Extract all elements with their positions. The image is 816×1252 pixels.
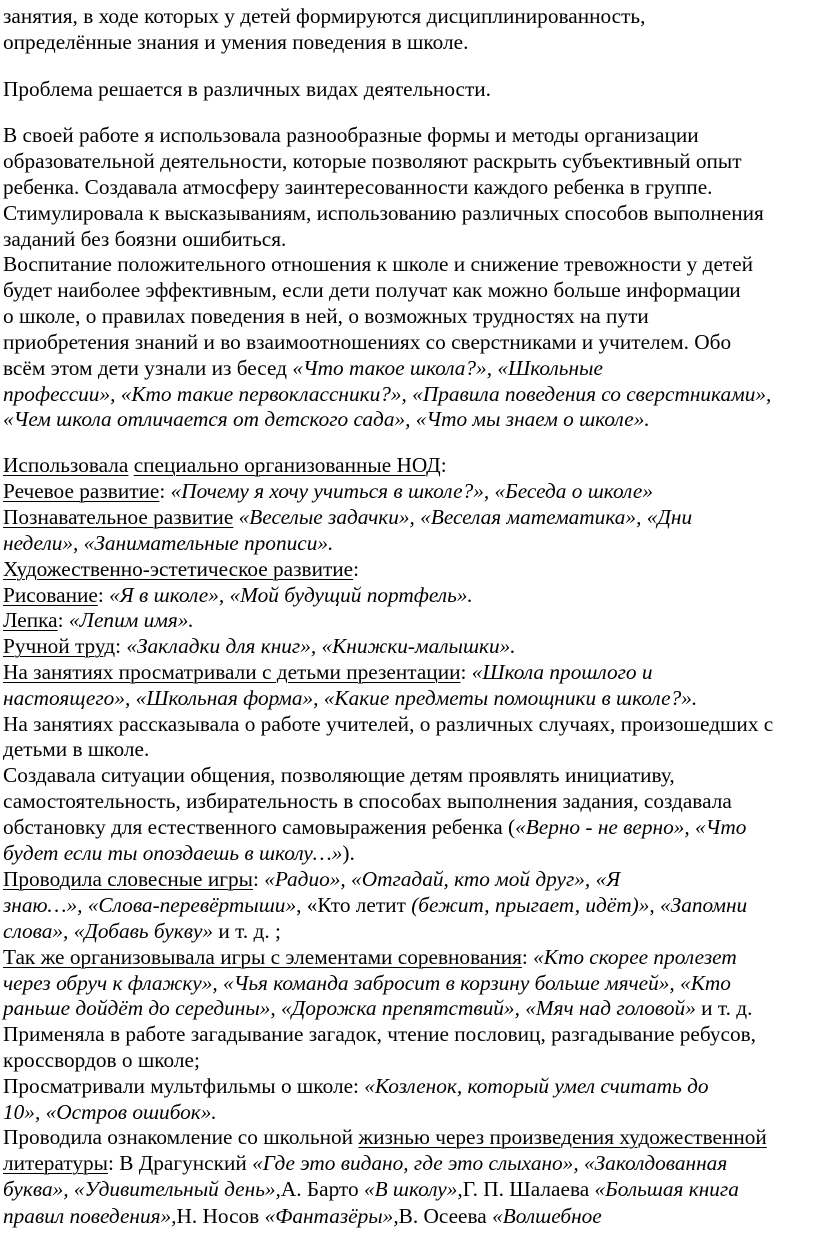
underlined-text: Речевое развитие [3, 479, 160, 503]
text-run: Просматривали мультфильмы о школе: [3, 1074, 365, 1098]
text-run: : [115, 634, 127, 658]
text-line [3, 174, 712, 201]
text-run: кроссвордов о школе; [3, 1048, 200, 1072]
text-line [3, 944, 737, 971]
text-line [3, 685, 697, 712]
text-line [3, 1047, 200, 1074]
text-line [3, 556, 359, 583]
italic-text: (бежит, прыгает, идёт)» [411, 893, 650, 917]
text-line [3, 29, 468, 56]
text-run: , «Кто летит [296, 893, 412, 917]
italic-text: «Волшебное [492, 1204, 602, 1228]
text-line [3, 329, 731, 356]
italic-text: настоящего», «Школьная форма», «Какие предметы помощники в школе?». [3, 686, 698, 710]
text-line [3, 814, 746, 841]
text-line [3, 76, 491, 103]
text-line [3, 711, 773, 738]
italic-text: профессии», «Кто такие первоклассники?», «Правила поведения со сверстниками», [3, 382, 772, 406]
text-line [3, 3, 645, 30]
italic-text: «Почему я хочу учиться в школе?», «Беседа о школе» [170, 479, 653, 503]
italic-text: «В школу», [363, 1177, 463, 1201]
text-run: На занятиях рассказывала о работе учителей, о различных случаях, произошедших с [3, 712, 774, 736]
underlined-text: Художественно-эстетическое развитие [3, 557, 354, 581]
text-line [3, 840, 355, 867]
text-line [3, 251, 753, 278]
text-line [3, 1021, 756, 1048]
text-line [3, 788, 732, 815]
text-run: всём этом дети узнали из бесед [3, 356, 293, 380]
text-line [3, 918, 281, 945]
italic-text: буква», «Удивительный день», [3, 1177, 281, 1201]
text-run: : В Драгунский [107, 1151, 253, 1175]
italic-text: «Я в школе», «Мой будущий портфель». [109, 583, 473, 607]
italic-text: «Большая книга [594, 1177, 739, 1201]
text-run: самостоятельность, избирательность в способах выполнения задания, создавала [3, 789, 732, 813]
text-run: и т. д. ; [213, 919, 281, 943]
text-run: обстановку для естественного самовыражения ребенка ( [3, 815, 516, 839]
italic-text: недели», «Занимательные прописи». [3, 531, 334, 555]
text-run: о школе, о правилах поведения в ней, о возможных трудностях на пути [3, 304, 649, 328]
text-run: Н. Носов [176, 1204, 265, 1228]
text-run: : [252, 867, 265, 891]
text-run: В своей работе я использовала разнообразные формы и методы организации [3, 123, 699, 147]
text-line [3, 1176, 739, 1203]
italic-text: «Лепим имя». [68, 608, 194, 632]
text-line [3, 607, 194, 634]
italic-text: 10», «Остров ошибок». [3, 1100, 217, 1124]
underlined-text: жизнью через произведения художественной [358, 1125, 767, 1149]
italic-text: «Что такое школа?», «Школьные [292, 356, 603, 380]
underlined-text: Познавательное развитие [3, 505, 234, 529]
text-line [3, 1203, 602, 1230]
text-line [3, 148, 742, 175]
italic-text: раньше дойдёт до середины», «Дорожка препятствий», «Мяч над головой» [3, 996, 696, 1020]
italic-text: «Кто скорее пролезет [533, 945, 737, 969]
text-run: занятия, в ходе которых у детей формируются дисциплинированность, [3, 4, 646, 28]
text-run: ). [342, 841, 355, 865]
italic-text: «Верно - не верно», «Что [515, 815, 747, 839]
text-line [3, 406, 650, 433]
text-line [3, 762, 675, 789]
italic-text: правил поведения», [3, 1204, 177, 1228]
italic-text: знаю…», «Слова-перевёртыши» [3, 893, 297, 917]
text-run: Воспитание положительного отношения к школе и снижение тревожности у детей [3, 252, 754, 276]
text-run: детьми в школе. [3, 737, 150, 761]
italic-text: через обруч к флажку», «Чья команда забросит в корзину больше мячей», «Кто [3, 971, 731, 995]
text-run: , [649, 893, 661, 917]
text-line [3, 381, 771, 408]
underlined-text: На занятиях просматривали с детьми презентации [3, 660, 461, 684]
text-run: Применяла в работе загадывание загадок, чтение пословиц, разгадывание ребусов, [3, 1022, 756, 1046]
text-run: образовательной деятельности, которые позволяют раскрыть субъективный опыт [3, 149, 742, 173]
text-run: : [57, 608, 69, 632]
text-run: : [521, 945, 534, 969]
text-run: Стимулировала к высказываниям, использованию различных способов выполнения [3, 201, 764, 225]
italic-text: «Чем школа отличается от детского сада», «Что мы знаем о школе». [3, 407, 650, 431]
underlined-text: Проводила словесные игры [3, 867, 253, 891]
text-run: Проблема решается в различных видах деятельности. [3, 77, 491, 101]
italic-text: «Радио», «Отгадай, кто мой друг», «Я [264, 867, 621, 891]
text-line [3, 452, 447, 479]
text-run: В. Осеева [398, 1204, 493, 1228]
text-run: : [97, 583, 110, 607]
text-run: Создавала ситуации общения, позволяющие детям проявлять инициативу, [3, 763, 675, 787]
underlined-text: Ручной труд [3, 634, 116, 658]
italic-text: «Закладки для книг», «Книжки-малышки». [126, 634, 516, 658]
text-line [3, 226, 286, 253]
text-line [3, 633, 516, 660]
italic-text: слова», «Добавь букву» [3, 919, 214, 943]
text-line [3, 303, 649, 330]
italic-text: «Фантазёры», [264, 1204, 399, 1228]
text-line [3, 355, 603, 382]
underlined-text: Так же организовывала игры с элементами соревнования [3, 945, 522, 969]
text-line [3, 582, 473, 609]
underlined-text: Использовала [3, 453, 129, 477]
text-line [3, 122, 699, 149]
text-line [3, 277, 741, 304]
italic-text: «Где это видано, где это слыхано», «Заколдованная [252, 1151, 728, 1175]
text-line [3, 1150, 727, 1177]
text-line [3, 995, 752, 1022]
text-line [3, 530, 333, 557]
text-line [3, 1124, 767, 1151]
text-run: приобретения знаний и во взаимоотношениях со сверстниками и учителем. Обо [3, 330, 732, 354]
text-run: : [460, 660, 472, 684]
text-run: определённые знания и умения поведения в школе. [3, 30, 469, 54]
text-line [3, 892, 747, 919]
text-run: : [353, 557, 360, 581]
italic-text: «Школа прошлого и [471, 660, 653, 684]
text-line [3, 504, 692, 531]
text-run: : [440, 453, 447, 477]
underlined-text: Рисование [3, 583, 98, 607]
italic-text: будет если ты опоздаешь в школу…» [3, 841, 343, 865]
italic-text: «Веселые задачки», «Веселая математика», «Дни [238, 505, 693, 529]
underlined-text: Лепка [3, 608, 58, 632]
text-line [3, 736, 149, 763]
italic-text: «Запомни [660, 893, 748, 917]
text-run: ребенка. Создавала атмосферу заинтересованности каждого ребенка в группе. [3, 175, 713, 199]
text-line [3, 866, 620, 893]
text-line [3, 1073, 709, 1100]
text-line [3, 200, 764, 227]
text-line [3, 1099, 217, 1126]
text-run: будет наиболее эффективным, если дети получат как можно больше информации [3, 278, 741, 302]
text-run: Г. П. Шалаева [462, 1177, 595, 1201]
text-run: А. Барто [280, 1177, 364, 1201]
italic-text: «Козленок, который умел считать до [364, 1074, 709, 1098]
text-line [3, 970, 731, 997]
text-line [3, 659, 653, 686]
underlined-text: специально организованные НОД [133, 453, 441, 477]
text-run: и т. д. [695, 996, 753, 1020]
text-run: Проводила ознакомление со школьной [3, 1125, 359, 1149]
underlined-text: литературы [3, 1151, 108, 1175]
text-line [3, 478, 653, 505]
text-run: заданий без боязни ошибиться. [3, 227, 287, 251]
text-run: : [159, 479, 171, 503]
